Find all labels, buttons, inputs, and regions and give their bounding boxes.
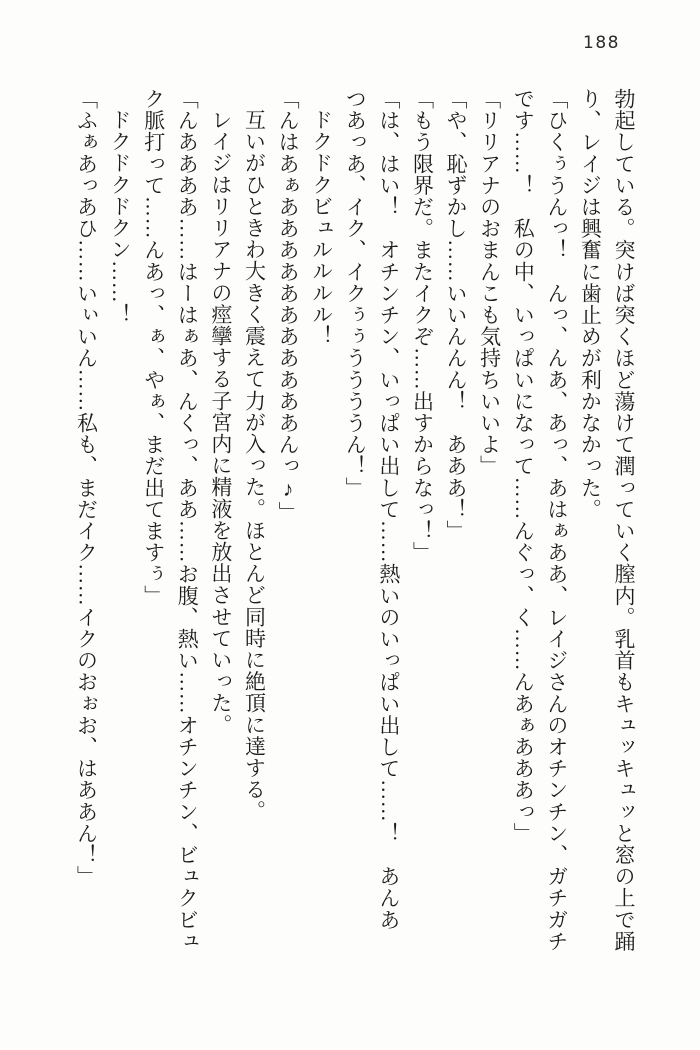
text-line: 互いがひときわ大きく震えて力が入った。ほとんど同時に絶頂に達する。	[242, 109, 267, 822]
text-line: ク脈打って……んあっ、ぁ、やぁ、まだ出てますぅ」	[141, 88, 166, 607]
text-line: ドクドクビュルルルル！	[309, 109, 334, 347]
text-line: 「は、はい！ オチンチン、いっぱい出して……熱いのいっぱい出して……！ あんあ	[376, 88, 401, 931]
text-line: り、レイジは興奮に歯止めが利かなかった。	[578, 88, 603, 520]
text-line: です……！ 私の中、いっぱいになって……んぐっ、く……んあぁあああっ」	[511, 88, 536, 844]
text-line: 「や、恥ずかし……いいんんん！ あああ！」	[444, 88, 469, 542]
text-line: つあっあ、イク、イクぅぅううううん！」	[343, 88, 368, 499]
text-line: 「ひくぅうんっ！ んっ、んあ、あっ、あはぁああ、レイジさんのオチンチン、ガチガチ	[544, 88, 569, 952]
text-line: 「ふぁあっあひ……いぃいん……私も、まだイク……イクのおぉお、はああん！」	[74, 88, 99, 888]
text-line: 「んああああ……はーはぁあ、んくっ、ああ……お腹、熱い……オチンチン、ビュクビュ	[175, 88, 200, 952]
text-line: 「もう限界だ。またイクぞ……出すからなっ！」	[410, 88, 435, 564]
text-block	[69, 88, 640, 973]
text-line: 「んはあぁあああああああああああんっ♪」	[276, 88, 301, 523]
text-line: 「リリアナのおまんこも気持ちいいよ」	[477, 88, 502, 477]
text-line: ドクドクドクン……！	[108, 109, 133, 325]
text-line: 勃起している。突けば突くほど蕩けて潤っていく膣内。乳首もキュッキュッと窓の上で踊	[612, 88, 636, 952]
page-number: 188	[583, 33, 620, 53]
text-line: レイジはリリアナの痙攣する子宮内に精液を放出させていった。	[208, 109, 233, 736]
